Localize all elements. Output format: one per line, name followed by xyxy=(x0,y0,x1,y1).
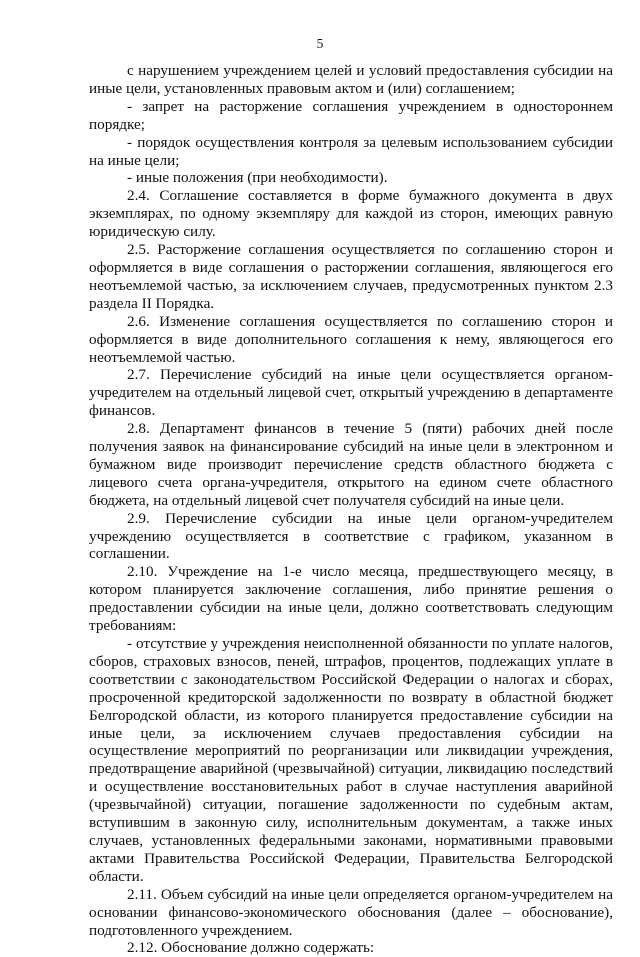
paragraph: с нарушением учреждением целей и условий предоставления субсидии на иные цели, установленных правовым актом и (или) соглашением; xyxy=(89,62,613,97)
paragraph: 2.11. Объем субсидий на иные цели определяется органом-учредителем на основании финансово-экономического обоснования (далее – обоснование), подготовленного учреждением. xyxy=(89,885,613,939)
paragraph: 2.8. Департамент финансов в течение 5 (пяти) рабочих дней после получения заявок на финансирование субсидий на иные цели в электронном и бумажном виде производит перечисление средств областного бюджета с лицевого счета органа-учредителя, открытого на едином счете областного бюджета, на отдельный лицевой счет получателя субсидий на иные цели. xyxy=(89,420,613,509)
paragraph: 2.5. Расторжение соглашения осуществляется по соглашению сторон и оформляется в виде соглашения о расторжении соглашения, являющегося его неотъемлемой частью, за исключением случаев, предусмотренных пунктом 2.3 раздела II Порядка. xyxy=(89,241,613,312)
paragraph: 2.6. Изменение соглашения осуществляется по соглашению сторон и оформляется в виде дополнительного соглашения к нему, являющегося его неотъемлемой частью. xyxy=(89,312,613,366)
paragraph: - запрет на расторжение соглашения учреждением в одностороннем порядке; xyxy=(89,97,613,133)
document-body xyxy=(89,62,613,957)
paragraph: 2.9. Перечисление субсидии на иные цели органом-учредителем учреждению осуществляется в соответствие с графиком, указанном в соглашении. xyxy=(89,509,613,563)
paragraph: 2.4. Соглашение составляется в форме бумажного документа в двух экземплярах, по одному экземпляру для каждой из сторон, имеющих равную юридическую силу. xyxy=(89,187,613,241)
paragraph: 2.10. Учреждение на 1-е число месяца, предшествующего месяцу, в котором планируется заключение соглашения, либо принятие решения о предоставлении субсидии на иные цели, должно соответствовать следующим требованиям: xyxy=(89,563,613,635)
page-number: 5 xyxy=(316,36,324,51)
paragraph: 2.7. Перечисление субсидий на иные цели осуществляется органом-учредителем на отдельный лицевой счет, открытый учреждению в департаменте финансов. xyxy=(89,366,613,420)
paragraph: - отсутствие у учреждения неисполненной обязанности по уплате налогов, сборов, страховых взносов, пеней, штрафов, процентов, подлежащих уплате в соответствии с законодательством Российской Федерации о налогах и сборах, просроченной кредиторской задолженности по возврату в областной бюджет Белгородской области, из которого планируется предоставление субсидии на иные цели, за исключением случаев предоставления субсидии на осуществление мероприятий по реорганизации или ликвидации учреждения, предотвращение аварийной (чрезвычайной) ситуации, ликвидацию последствий и осуществление восстановительных работ в случае наступления аварийной (чрезвычайной) ситуации, погашение задолженности по судебным актам, вступившим в законную силу, исполнительным документам, а также иных случаев, установленных федеральными законами, нормативными правовыми актами Правительства Российской Федерации, Правительства Белгородской области. xyxy=(89,635,613,885)
paragraph: - порядок осуществления контроля за целевым использованием субсидии на иные цели; xyxy=(89,133,613,169)
paragraph: 2.12. Обоснование должно содержать: xyxy=(127,939,375,957)
paragraph: - иные положения (при необходимости). xyxy=(127,169,388,187)
